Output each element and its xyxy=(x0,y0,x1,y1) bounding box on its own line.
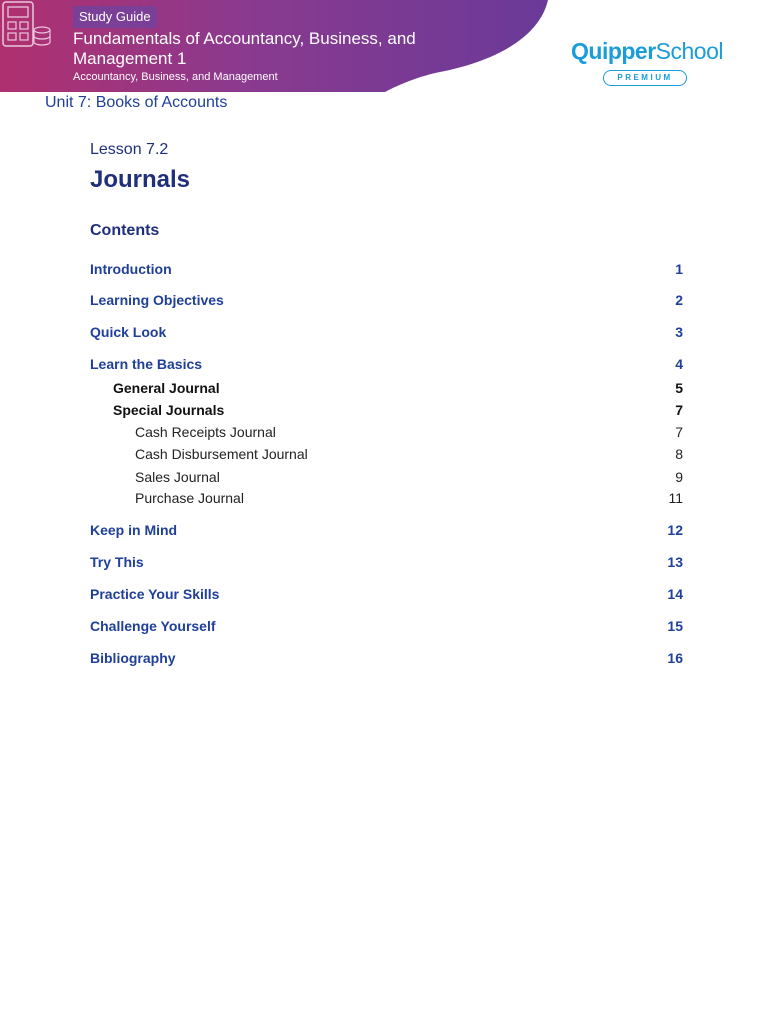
calculator-icon xyxy=(0,0,52,50)
course-subtitle: Accountancy, Business, and Management xyxy=(73,71,278,83)
lesson-number: Lesson 7.2 xyxy=(90,141,169,158)
toc-item-practice-your-skills[interactable] xyxy=(90,584,683,604)
toc-item-quick-look[interactable] xyxy=(90,322,683,342)
toc-label: Challenge Yourself xyxy=(90,618,216,634)
toc-item-keep-in-mind[interactable] xyxy=(90,520,683,540)
toc-page-number: 12 xyxy=(667,522,683,538)
unit-title: Unit 7: Books of Accounts xyxy=(45,94,228,111)
toc-label: Bibliography xyxy=(90,650,176,666)
toc-label: Try This xyxy=(90,554,144,570)
toc-item-introduction[interactable] xyxy=(90,259,683,279)
toc-label: Keep in Mind xyxy=(90,522,178,538)
lesson-title: Journals xyxy=(90,166,191,193)
toc-item-purchase-journal[interactable] xyxy=(90,488,683,508)
toc-page-number: 16 xyxy=(667,650,683,666)
toc-item-learn-the-basics[interactable] xyxy=(90,354,683,374)
toc-page-number: 11 xyxy=(668,490,683,506)
toc-item-learning-objectives[interactable] xyxy=(90,290,683,310)
quipper-school-logo xyxy=(571,38,731,90)
toc-item-special-journals[interactable] xyxy=(90,400,683,420)
toc-label: Introduction xyxy=(90,261,172,277)
toc-label: Cash Receipts Journal xyxy=(135,424,276,440)
toc-item-sales-journal[interactable] xyxy=(90,467,683,487)
contents-heading: Contents xyxy=(90,222,160,239)
toc-page-number: 9 xyxy=(675,469,683,485)
toc-page-number: 15 xyxy=(667,618,683,634)
toc-page-number: 4 xyxy=(675,356,683,372)
toc-label: Practice Your Skills xyxy=(90,586,220,602)
toc-item-cash-receipts-journal[interactable] xyxy=(90,422,683,442)
toc-label: General Journal xyxy=(113,380,220,396)
logo-wordmark xyxy=(571,38,723,65)
toc-page-number: 1 xyxy=(675,261,683,277)
toc-label: Sales Journal xyxy=(135,469,220,485)
toc-page-number: 8 xyxy=(675,446,683,462)
toc-page-number: 7 xyxy=(675,424,683,440)
toc-item-challenge-yourself[interactable] xyxy=(90,616,683,636)
toc-label: Purchase Journal xyxy=(135,490,244,506)
premium-tag: PREMIUM xyxy=(603,70,687,86)
toc-label: Learning Objectives xyxy=(90,292,224,308)
study-guide-badge: Study Guide xyxy=(73,6,157,28)
toc-page-number: 5 xyxy=(675,380,683,396)
toc-page-number: 14 xyxy=(667,586,683,602)
toc-page-number: 13 xyxy=(667,554,683,570)
course-title: Fundamentals of Accountancy, Business, and Management 1 xyxy=(73,29,416,68)
toc-page-number: 3 xyxy=(675,324,683,340)
toc-item-bibliography[interactable] xyxy=(90,648,683,668)
toc-label: Learn the Basics xyxy=(90,356,203,372)
toc-label: Special Journals xyxy=(113,402,225,418)
toc-item-general-journal[interactable] xyxy=(90,378,683,398)
toc-label: Quick Look xyxy=(90,324,167,340)
toc-page-number: 7 xyxy=(675,402,683,418)
toc-item-cash-disbursement-journal[interactable] xyxy=(90,444,683,464)
toc-page-number: 2 xyxy=(675,292,683,308)
logo-word-bold: Quipper xyxy=(571,38,656,64)
toc-label: Cash Disbursement Journal xyxy=(135,446,308,462)
logo-word-light: School xyxy=(655,38,723,64)
toc-item-try-this[interactable] xyxy=(90,552,683,572)
